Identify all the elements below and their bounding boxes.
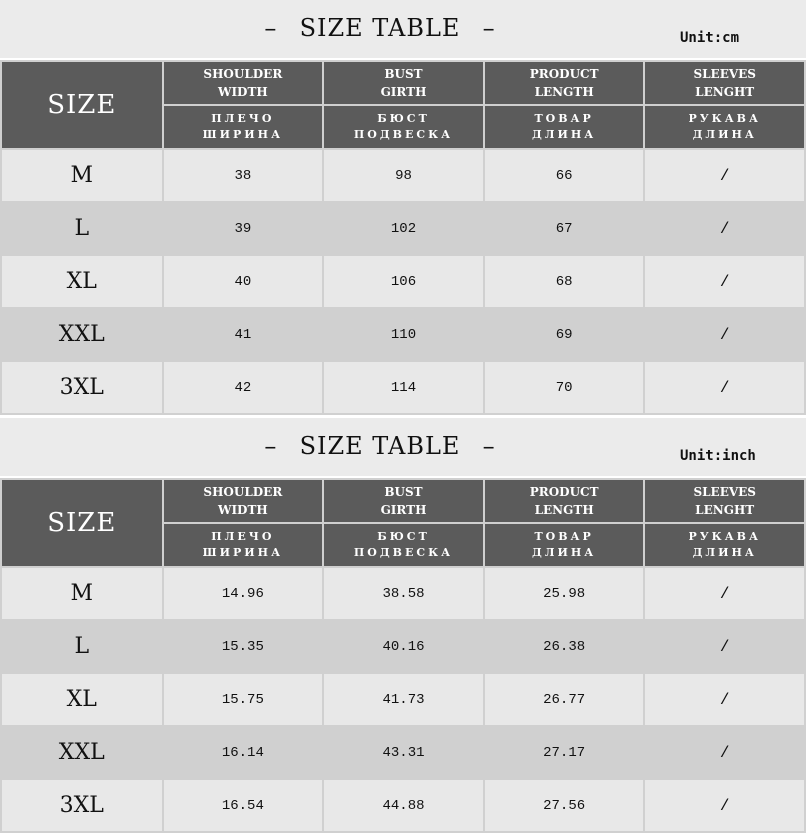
size-label: 3XL bbox=[1, 361, 163, 414]
measurement-cell: 110 bbox=[323, 308, 484, 361]
title-label: SIZE TABLE bbox=[299, 14, 461, 42]
measurement-cell: 27.17 bbox=[484, 726, 645, 779]
measurement-cell: / bbox=[644, 149, 805, 202]
measurement-cell: 16.54 bbox=[163, 779, 324, 832]
measurement-cell: / bbox=[644, 567, 805, 620]
measurement-cell: 68 bbox=[484, 255, 645, 308]
table-title bbox=[0, 14, 760, 42]
column-header-ru: РУКАВА ДЛИНА bbox=[644, 105, 805, 149]
column-header-ru: ТОВАР ДЛИНА bbox=[484, 105, 645, 149]
size-table bbox=[0, 478, 806, 833]
table-row bbox=[1, 149, 805, 202]
title-label: SIZE TABLE bbox=[299, 432, 461, 460]
measurement-cell: 39 bbox=[163, 202, 324, 255]
table-row bbox=[1, 255, 805, 308]
measurement-cell: 26.77 bbox=[484, 673, 645, 726]
size-label: XL bbox=[1, 673, 163, 726]
table-row bbox=[1, 673, 805, 726]
table-row bbox=[1, 308, 805, 361]
title-dash-right: – bbox=[482, 14, 496, 42]
column-header-en: SHOULDER WIDTH bbox=[163, 61, 324, 105]
measurement-cell: 98 bbox=[323, 149, 484, 202]
column-header-ru: ПЛЕЧО ШИРИНА bbox=[163, 523, 324, 567]
size-table bbox=[0, 60, 806, 415]
table-row bbox=[1, 779, 805, 832]
column-header-ru: РУКАВА ДЛИНА bbox=[644, 523, 805, 567]
size-label: L bbox=[1, 620, 163, 673]
table-row bbox=[1, 567, 805, 620]
unit-label: Unit:cm bbox=[680, 30, 740, 46]
measurement-cell: / bbox=[644, 673, 805, 726]
measurement-cell: 26.38 bbox=[484, 620, 645, 673]
measurement-cell: 25.98 bbox=[484, 567, 645, 620]
title-bar bbox=[0, 418, 806, 476]
table-row bbox=[1, 361, 805, 414]
measurement-cell: 42 bbox=[163, 361, 324, 414]
measurement-cell: / bbox=[644, 202, 805, 255]
column-header-ru: ТОВАР ДЛИНА bbox=[484, 523, 645, 567]
size-label: XL bbox=[1, 255, 163, 308]
size-label: M bbox=[1, 567, 163, 620]
title-dash-left: – bbox=[264, 432, 278, 460]
table-row bbox=[1, 202, 805, 255]
measurement-cell: 70 bbox=[484, 361, 645, 414]
size-label: XXL bbox=[1, 726, 163, 779]
measurement-cell: 102 bbox=[323, 202, 484, 255]
measurement-cell: 44.88 bbox=[323, 779, 484, 832]
measurement-cell: 38 bbox=[163, 149, 324, 202]
column-header-en: PRODUCT LENGTH bbox=[484, 479, 645, 523]
measurement-cell: / bbox=[644, 255, 805, 308]
measurement-cell: 43.31 bbox=[323, 726, 484, 779]
size-label: 3XL bbox=[1, 779, 163, 832]
measurement-cell: 66 bbox=[484, 149, 645, 202]
measurement-cell: 16.14 bbox=[163, 726, 324, 779]
column-header-en: SLEEVES LENGHT bbox=[644, 479, 805, 523]
size-label: L bbox=[1, 202, 163, 255]
measurement-cell: 114 bbox=[323, 361, 484, 414]
size-label: M bbox=[1, 149, 163, 202]
size-column-header: SIZE bbox=[1, 479, 163, 567]
measurement-cell: 41 bbox=[163, 308, 324, 361]
column-header-en: BUST GIRTH bbox=[323, 479, 484, 523]
column-header-en: SLEEVES LENGHT bbox=[644, 61, 805, 105]
column-header-ru: БЮСТ ПОДВЕСКА bbox=[323, 523, 484, 567]
measurement-cell: / bbox=[644, 779, 805, 832]
table-row bbox=[1, 620, 805, 673]
size-column-header: SIZE bbox=[1, 61, 163, 149]
column-header-ru: БЮСТ ПОДВЕСКА bbox=[323, 105, 484, 149]
measurement-cell: 106 bbox=[323, 255, 484, 308]
measurement-cell: / bbox=[644, 726, 805, 779]
column-header-en: BUST GIRTH bbox=[323, 61, 484, 105]
measurement-cell: 69 bbox=[484, 308, 645, 361]
title-bar bbox=[0, 0, 806, 58]
measurement-cell: 40 bbox=[163, 255, 324, 308]
measurement-cell: 41.73 bbox=[323, 673, 484, 726]
column-header-ru: ПЛЕЧО ШИРИНА bbox=[163, 105, 324, 149]
measurement-cell: 27.56 bbox=[484, 779, 645, 832]
measurement-cell: 15.35 bbox=[163, 620, 324, 673]
table-title bbox=[0, 432, 760, 460]
size-label: XXL bbox=[1, 308, 163, 361]
measurement-cell: 67 bbox=[484, 202, 645, 255]
title-dash-left: – bbox=[264, 14, 278, 42]
title-dash-right: – bbox=[482, 432, 496, 460]
column-header-en: SHOULDER WIDTH bbox=[163, 479, 324, 523]
measurement-cell: / bbox=[644, 361, 805, 414]
measurement-cell: 15.75 bbox=[163, 673, 324, 726]
measurement-cell: 14.96 bbox=[163, 567, 324, 620]
measurement-cell: / bbox=[644, 620, 805, 673]
measurement-cell: / bbox=[644, 308, 805, 361]
unit-label: Unit:inch bbox=[680, 448, 756, 464]
column-header-en: PRODUCT LENGTH bbox=[484, 61, 645, 105]
measurement-cell: 38.58 bbox=[323, 567, 484, 620]
measurement-cell: 40.16 bbox=[323, 620, 484, 673]
table-row bbox=[1, 726, 805, 779]
